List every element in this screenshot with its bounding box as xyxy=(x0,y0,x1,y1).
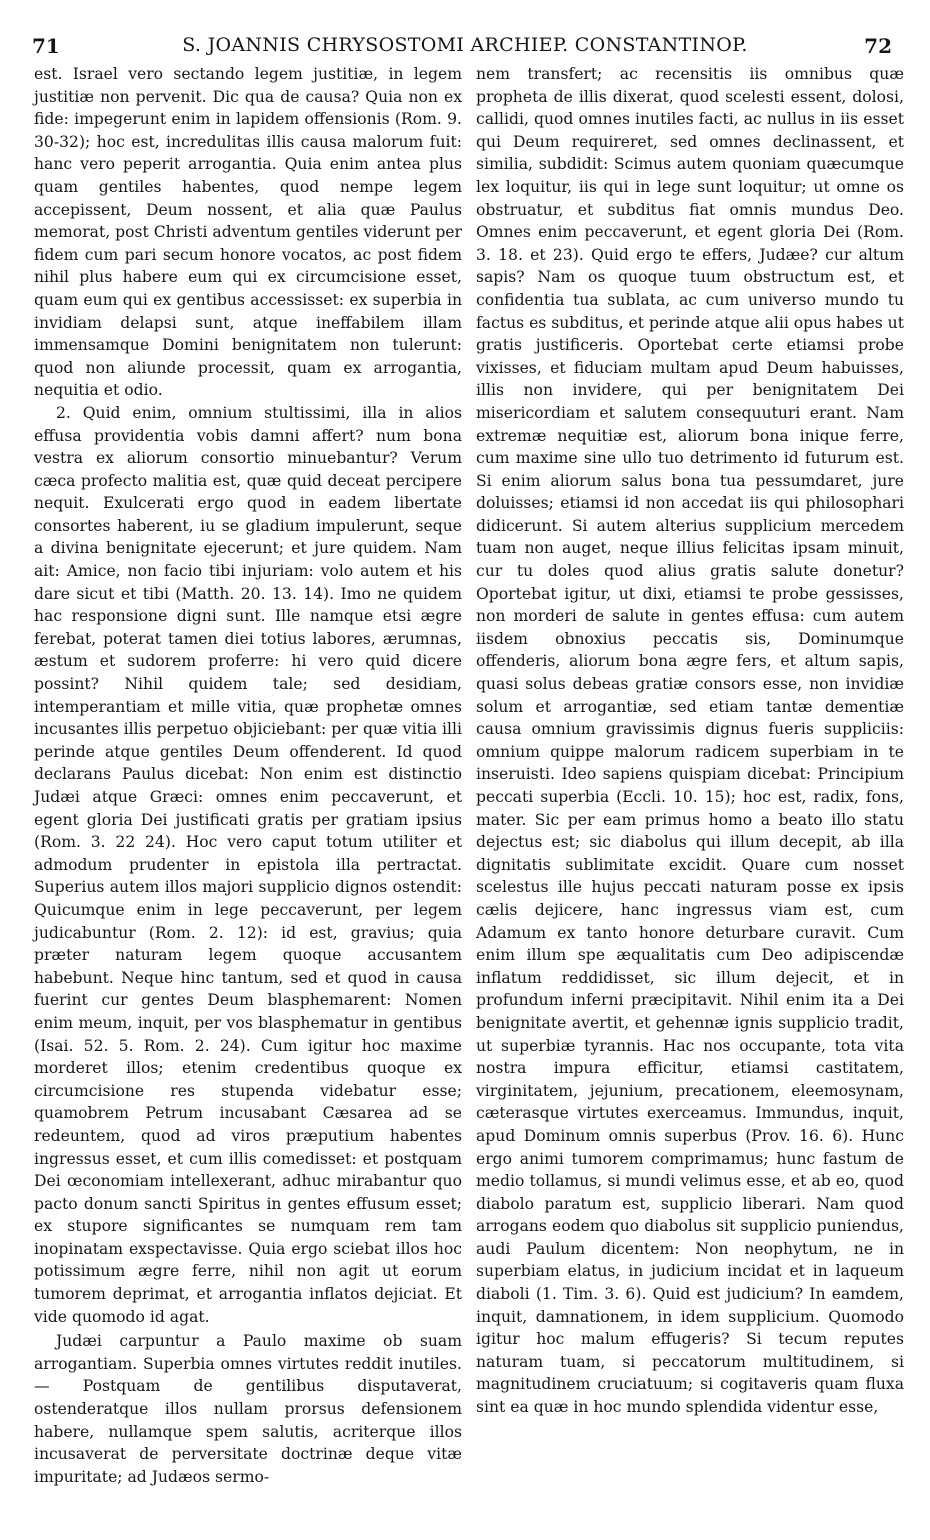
left-paragraph-1: est. Israel vero sectando legem justitiæ, in legem justitiæ non pervenit. Dic qua de causa? Quia non ex fide: impegerunt enim in lapidem offensionis (Rom. 9. 30-32); hoc est, incredulitas illis causa malorum fuit: hanc vero peperit arrogantia. Quia enim antea plus quam gentiles habentes, quod nempe legem accepissent, Deum nossent, et alia quæ Paulus memorat, post Christi adventum gentiles viderunt per fidem cum pari secum honore vocatos, ac post fidem nihil plus habere eum qui ex circumcisione esset, quam eum qui ex gentibus accessisset: ex superbia in invidiam delapsi sunt, atque ineffabilem illam immensamque Domini benignitatem non tulerunt: quod non aliunde processit, quam ex arrogantia, nequitia et odio. xyxy=(34,65,462,400)
page-number-right: 72 xyxy=(864,34,892,58)
running-title: S. JOANNIS CHRYSOSTOMI ARCHIEP. CONSTANTINOP. xyxy=(182,34,748,56)
left-paragraph-3: Judæi carpuntur a Paulo maxime ob suam arrogantiam. Superbia omnes virtutes reddit inutiles. — Postquam de gentilibus disputaverat, ostenderatque illos nullam prorsus defensionem habere, nullamque spem salutis, acriterque illos incusaverat de perversitate doctrinæ deque vitæ impuritate; ad Judæos sermo- xyxy=(34,1332,462,1486)
right-paragraph-1: nem transfert; ac recensitis iis omnibus quæ propheta de illis dixerat, quod scelesti essent, dolosi, callidi, quod omnes inutiles facti, ac nullus in iis esset qui Deum requireret, sed omnes declinassent, et similia, subdidit: Scimus autem quoniam quæcumque lex loquitur, iis qui in lege sunt loquitur; ut omne os obstruatur, et subditus fiat omnis mundus Deo. Omnes enim peccaverunt, et egent gloria Dei (Rom. 3. 18. et 23). Quid ergo te effers, Judæe? cur altum sapis? Nam os quoque tuum obstructum est, et confidentia tua sublata, ac cum universo mundo tu factus es subditus, et perinde atque alii opus habes ut gratis justificeris. Oportebat certe etiamsi probe vixisses, et fiduciam multam apud Deum habuisses, illis non invidere, qui per benignitatem Dei misericordiam et salutem consequuturi erant. Nam extremæ nequitiæ est, aliorum bona inique ferre, cum maxime sine ullo tuo detrimento id futurum est. Si enim aliorum salus bona tua pessumdaret, jure doluisses; etiamsi id non accedat iis qui philosophari didicerunt. Si autem alterius supplicium mercedem tuam non auget, neque illius felicitas ipsam minuit, cur tu doles quod alius gratis salute donetur? Oportebat igitur, ut dixi, etiamsi te probe gessisses, non morderi de salute in gentes effusa: cum autem iisdem obnoxius peccatis sis, Dominumque offenderis, aliorum bona ægre fers, et altum sapis, quasi solus debeas gratiæ consors esse, non invidiæ solum et arrogantiæ, sed etiam tantæ dementiæ causa omnium gravissimis dignus fueris suppliciis: omnium quippe malorum radicem superbiam in te inseruisti. Ideo sapiens quispiam dicebat: Principium peccati superbia (Eccli. 10. 15); hoc est, radix, fons, mater. Sic per eam primus homo a beato illo statu dejectus est; sic diabolus qui illum decepit, ab illa dignitatis sublimitate excidit. Quare cum nosset scelestus ille hujus peccati naturam posse ex ipsis cælis dejicere, hanc ingressus viam est, cum Adamum ex tanto honore deturbare curavit. Cum enim illum spe æqualitatis cum Deo adipiscendæ inflatum reddidisset, sic illum dejecit, et in profundum inferni præcipitavit. Nihil enim ita a Dei benignitate avertit, et gehennæ ignis supplicio tradit, ut superbiæ tyrannis. Hac nos occupante, tota vita nostra impura efficitur, etiamsi castitatem, virginitatem, jejunium, precationem, eleemosynam, cæterasque virtutes exerceamus. Immundus, inquit, apud Dominum omnis superbus (Prov. 16. 6). Hunc ergo animi tumorem comprimamus; hunc fastum de medio tollamus, si mundi velimus esse, et ab eo, quod diabolo paratum est, supplicio liberari. Nam quod arrogans eodem quo diabolus sit supplicio puniendus, audi Paulum dicentem: Non neophytum, ne in superbiam elatus, in judicium incidat et in laqueum diaboli (1. Tim. 3. 6). Quid est judicium? In eamdem, inquit, damnationem, in idem supplicium. Quomodo igitur hoc malum effugeris? Si tecum reputes naturam tuam, si peccatorum multitudinem, si magnitudinem cruciatuum; si cogitaveris quam fluxa sint ea quæ in hoc mundo splendida videntur esse, xyxy=(476,65,904,1417)
left-paragraph-2: 2. Quid enim, omnium stultissimi, illa in alios effusa providentia vobis damni affert? num bona vestra ex aliorum consortio minuebantur? Verum cæca profecto malitia est, quæ quid deceat percipere nequit. Exulcerati ergo quod in eadem libertate consortes haberent, iu se gladium impulerunt, seque a divina benignitate ejecerunt; et jure quidem. Nam ait: Amice, non facio tibi injuriam: volo autem et his dare sicut et tibi (Matth. 20. 13. 14). Imo ne quidem hac responsione digni sunt. Ille namque etsi ægre ferebat, poterat tamen diei totius labores, ærumnas, æstum et sudorem proferre: hi vero quid dicere possint? Nihil quidem tale; sed desidiam, intemperantiam et mille vitia, quæ prophetæ omnes incusantes illis perpetuo objiciebant: per quæ vitia illi perinde atque gentiles Deum offenderent. Id quod declarans Paulus dicebat: Non enim est distinctio Judæi atque Græci: omnes enim peccaverunt, et egent gloria Dei justificati gratis per gratiam ipsius (Rom. 3. 22 24). Hoc vero caput totum utiliter et admodum prudenter in epistola illa pertractat. Superius autem illos majori supplicio dignos ostendit: Quicumque enim in lege peccaverunt, per legem judicabuntur (Rom. 2. 12): id est, gravius; quia præter naturam legem quoque accusantem habebunt. Neque hinc tantum, sed et quod in causa fuerint cur gentes Deum blasphemarent: Nomen enim meum, inquit, per vos blasphematur in gentibus (Isai. 52. 5. Rom. 2. 24). Cum igitur hoc maxime morderet illos; etenim credentibus quoque ex circumcisione res stupenda videbatur esse; quamobrem Petrum incusabant Cæsarea ad se redeuntem, quod ad viros præputium habentes ingressus esset, et cum illis comedisset: et postquam Dei œconomiam intellexerant, adhuc mirabantur quo pacto donum sancti Spiritus in gentes effusum esset; ex stupore significantes se numquam rem tam inopinatam exspectavisse. Quia ergo sciebat illos hoc potissimum ægre ferre, nihil non agit ut eorum tumorem deprimat, et arrogantia inflatos dejiciat. Et vide quomodo id agat. xyxy=(34,403,462,1326)
page-number-left: 71 xyxy=(32,34,60,58)
right-column xyxy=(476,63,904,1419)
page-header xyxy=(30,34,900,58)
left-column xyxy=(34,63,462,1488)
